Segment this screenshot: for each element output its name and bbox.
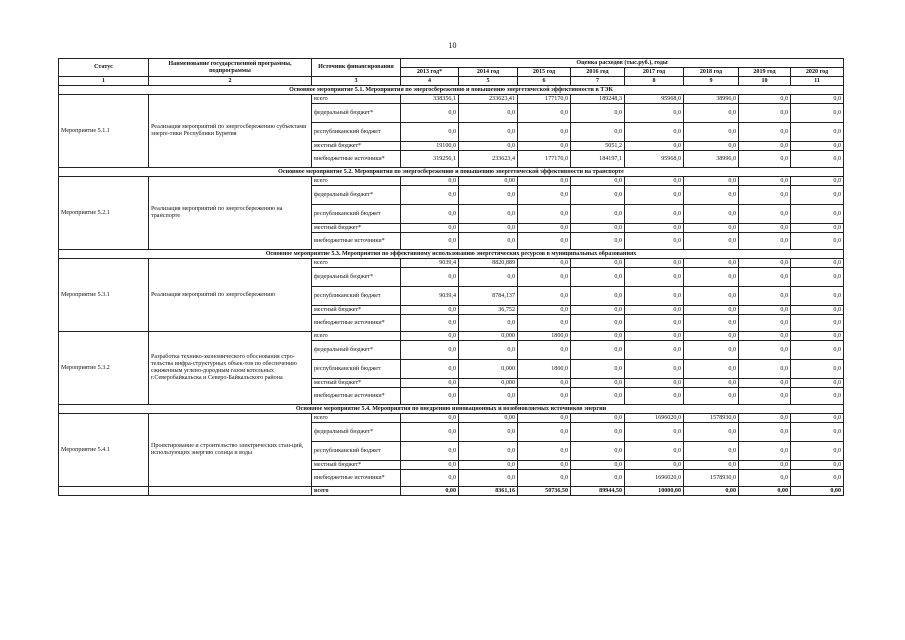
amount-cell: 0,0	[518, 379, 571, 388]
amount-cell: 0,0	[791, 151, 844, 168]
amount-cell: 0,0	[459, 315, 518, 332]
amount-cell: 95968,0	[625, 95, 684, 104]
amount-cell: 233623,4	[459, 151, 518, 168]
amount-cell: 0,0	[401, 177, 459, 186]
amount-cell: 0,0	[791, 205, 844, 224]
measure-name: Проектирование и строительство электрических стан-ций, использующих энергию солнца и воды	[149, 414, 312, 487]
amount-cell: 0,0	[625, 461, 684, 470]
amount-cell: 0,0	[518, 470, 571, 487]
measure-status: Мероприятие 5.2.1	[59, 177, 149, 250]
amount-cell: 0,0	[791, 306, 844, 315]
funding-source: всего	[312, 259, 401, 268]
amount-cell: 177170,0	[518, 151, 571, 168]
amount-cell: 0,0	[571, 268, 625, 287]
amount-cell: 9039,4	[401, 287, 459, 306]
amount-cell: 0,0	[571, 306, 625, 315]
funding-source: внебюджетные источники*	[312, 233, 401, 250]
section-title: Основное мероприятие 5.1. Мероприятия по энергосбережению и повышению энергетической эффективности в ТЭК	[59, 86, 844, 95]
amount-cell: 0,0	[571, 341, 625, 360]
column-number: 11	[791, 77, 844, 86]
column-number: 6	[518, 77, 571, 86]
amount-cell: 0,0	[518, 205, 571, 224]
amount-cell: 0,0	[684, 287, 739, 306]
amount-cell: 0,0	[739, 461, 791, 470]
funding-source: республиканский бюджет	[312, 205, 401, 224]
amount-cell: 0,0	[401, 442, 459, 461]
total-amount-cell: 50736,50	[518, 487, 571, 496]
amount-cell: 0,0	[459, 268, 518, 287]
amount-cell: 0,0	[625, 268, 684, 287]
amount-cell: 0,0	[684, 306, 739, 315]
amount-cell: 0,0	[518, 123, 571, 142]
amount-cell: 0,0	[401, 233, 459, 250]
funding-source: республиканский бюджет	[312, 442, 401, 461]
amount-cell: 0,0	[459, 233, 518, 250]
amount-cell: 0,0	[571, 332, 625, 341]
amount-cell: 0,0	[571, 224, 625, 233]
measure-name: Реализация мероприятий по энергосбережению на транспорте	[149, 177, 312, 250]
funding-source: федеральный бюджет*	[312, 341, 401, 360]
amount-cell: 0,0	[739, 388, 791, 405]
amount-cell: 0,0	[459, 341, 518, 360]
amount-cell: 0,0	[625, 177, 684, 186]
amount-cell: 0,0	[571, 315, 625, 332]
amount-cell: 233623,41	[459, 95, 518, 104]
amount-cell: 0,0	[518, 233, 571, 250]
amount-cell: 0,0	[459, 388, 518, 405]
amount-cell: 0,0	[791, 224, 844, 233]
funding-source: федеральный бюджет*	[312, 423, 401, 442]
amount-cell: 0,0	[684, 423, 739, 442]
header-year: 2018 год	[684, 68, 739, 77]
amount-cell: 1800,0	[518, 332, 571, 341]
amount-cell: 0,0	[739, 177, 791, 186]
amount-cell: 0,0	[684, 315, 739, 332]
amount-cell: 0,0	[518, 461, 571, 470]
amount-cell: 0,0	[739, 233, 791, 250]
funding-source: республиканский бюджет	[312, 123, 401, 142]
funding-source: внебюджетные источники*	[312, 151, 401, 168]
amount-cell: 19100,0	[401, 142, 459, 151]
amount-cell: 0,0	[791, 388, 844, 405]
amount-cell: 0,0	[625, 233, 684, 250]
measure-status: Мероприятие 5.4.1	[59, 414, 149, 487]
amount-cell: 0,0	[625, 442, 684, 461]
amount-cell: 0,0	[459, 470, 518, 487]
section-title-row	[59, 168, 844, 177]
amount-cell: 0,0	[791, 461, 844, 470]
column-numbers-row	[59, 77, 844, 86]
table-row	[59, 414, 844, 423]
column-number: 8	[625, 77, 684, 86]
amount-cell: 0,0	[739, 414, 791, 423]
amount-cell: 0,0	[401, 306, 459, 315]
amount-cell: 0,0	[791, 142, 844, 151]
amount-cell: 0,0	[401, 379, 459, 388]
amount-cell: 0,000	[459, 332, 518, 341]
funding-source: внебюджетные источники*	[312, 470, 401, 487]
amount-cell: 0,0	[518, 224, 571, 233]
measure-status: Мероприятие 5.1.1	[59, 95, 149, 168]
amount-cell: 36,752	[459, 306, 518, 315]
funding-source: всего	[312, 95, 401, 104]
funding-source: всего	[312, 414, 401, 423]
amount-cell: 0,0	[684, 442, 739, 461]
amount-cell: 338356,1	[401, 95, 459, 104]
amount-cell: 0,0	[401, 315, 459, 332]
amount-cell: 0,0	[684, 123, 739, 142]
amount-cell: 0,0	[684, 186, 739, 205]
amount-cell: 0,0	[625, 287, 684, 306]
section-title: Основное мероприятие 5.2. Мероприятия по энергосбережению и повышению энергетической эффективности на транспорте	[59, 168, 844, 177]
amount-cell: 0,0	[791, 315, 844, 332]
amount-cell: 319256,1	[401, 151, 459, 168]
funding-source: всего	[312, 177, 401, 186]
amount-cell: 0,0	[571, 461, 625, 470]
amount-cell: 184197,1	[571, 151, 625, 168]
amount-cell: 0,0	[571, 186, 625, 205]
amount-cell: 0,0	[791, 268, 844, 287]
amount-cell: 0,0	[459, 104, 518, 123]
amount-cell: 0,0	[791, 177, 844, 186]
table-row	[59, 95, 844, 104]
amount-cell: 0,0	[401, 186, 459, 205]
amount-cell: 0,0	[684, 259, 739, 268]
amount-cell: 0,0	[571, 388, 625, 405]
header-source: Источник финансирования	[312, 59, 401, 77]
amount-cell: 0,0	[739, 104, 791, 123]
amount-cell: 0,0	[518, 259, 571, 268]
total-source: всего	[312, 487, 401, 496]
amount-cell: 189248,3	[571, 95, 625, 104]
funding-source: местный бюджет*	[312, 224, 401, 233]
amount-cell: 0,0	[739, 142, 791, 151]
amount-cell: 0,0	[571, 379, 625, 388]
amount-cell: 0,0	[401, 123, 459, 142]
amount-cell: 1578930,0	[684, 414, 739, 423]
amount-cell: 0,0	[739, 360, 791, 379]
amount-cell: 0,0	[571, 414, 625, 423]
total-amount-cell: 10000,00	[625, 487, 684, 496]
amount-cell: 0,0	[518, 423, 571, 442]
amount-cell: 5051,2	[571, 142, 625, 151]
amount-cell: 0,0	[571, 287, 625, 306]
amount-cell: 0,0	[739, 423, 791, 442]
amount-cell: 0,0	[518, 388, 571, 405]
amount-cell: 1800,0	[518, 360, 571, 379]
amount-cell: 0,0	[571, 423, 625, 442]
header-status: Статус	[59, 59, 149, 77]
amount-cell: 38996,0	[684, 151, 739, 168]
amount-cell: 0,0	[791, 379, 844, 388]
amount-cell: 0,0	[625, 259, 684, 268]
amount-cell: 0,0	[791, 95, 844, 104]
amount-cell: 1696020,0	[625, 414, 684, 423]
funding-source: федеральный бюджет*	[312, 186, 401, 205]
amount-cell: 0,0	[625, 123, 684, 142]
page-number: 10	[448, 41, 457, 50]
amount-cell: 0,0	[739, 287, 791, 306]
amount-cell: 0,0	[684, 142, 739, 151]
funding-source: местный бюджет*	[312, 142, 401, 151]
amount-cell: 0,0	[571, 360, 625, 379]
amount-cell: 0,0	[518, 414, 571, 423]
amount-cell: 0,0	[684, 379, 739, 388]
amount-cell: 0,0	[739, 205, 791, 224]
amount-cell: 177170,0	[518, 95, 571, 104]
measure-name: Разработка технико-экономического обоснования стро-тельства инфра-структурных объек-тов по обеспечению сжиженным углево-дородным газом котельных г.Северобайкальска и Северо-Байкальского района	[149, 332, 312, 405]
amount-cell: 0,0	[625, 205, 684, 224]
funding-source: местный бюджет*	[312, 306, 401, 315]
amount-cell: 0,0	[401, 423, 459, 442]
measure-name: Реализация мероприятий по энергосбережению	[149, 259, 312, 332]
budget-table	[58, 58, 844, 496]
amount-cell: 0,0	[401, 224, 459, 233]
total-row	[59, 487, 844, 496]
total-amount-cell: 8361,16	[459, 487, 518, 496]
amount-cell: 0,0	[518, 177, 571, 186]
funding-source: внебюджетные источники*	[312, 388, 401, 405]
header-year: 2020 год	[791, 68, 844, 77]
total-amount-cell: 0,00	[791, 487, 844, 496]
section-title: Основное мероприятие 5.3. Мероприятия по эффективному использованию энергетических ресурсов в муниципальных образованиях	[59, 250, 844, 259]
measure-status: Мероприятие 5.3.1	[59, 259, 149, 332]
amount-cell: 0,0	[401, 205, 459, 224]
amount-cell: 0,0	[625, 379, 684, 388]
table-row	[59, 177, 844, 186]
amount-cell: 0,0	[739, 268, 791, 287]
amount-cell: 0,0	[739, 259, 791, 268]
measure-status: Мероприятие 5.3.2	[59, 332, 149, 405]
amount-cell: 0,0	[739, 315, 791, 332]
amount-cell: 0,0	[791, 259, 844, 268]
amount-cell: 0,0	[518, 306, 571, 315]
column-number: 1	[59, 77, 149, 86]
amount-cell: 0,0	[684, 332, 739, 341]
amount-cell: 0,0	[791, 442, 844, 461]
amount-cell: 0,0	[401, 360, 459, 379]
funding-source: федеральный бюджет*	[312, 268, 401, 287]
amount-cell: 0,0	[625, 423, 684, 442]
total-status-empty	[59, 487, 149, 496]
amount-cell: 0,0	[684, 360, 739, 379]
amount-cell: 0,0	[791, 186, 844, 205]
table-row	[59, 332, 844, 341]
amount-cell: 0,0	[791, 360, 844, 379]
amount-cell: 0,0	[625, 332, 684, 341]
amount-cell: 1696020,0	[625, 470, 684, 487]
header-year: 2017 год	[625, 68, 684, 77]
amount-cell: 0,0	[739, 341, 791, 360]
section-title-row	[59, 250, 844, 259]
amount-cell: 0,0	[459, 423, 518, 442]
funding-source: всего	[312, 332, 401, 341]
column-number: 4	[401, 77, 459, 86]
total-amount-cell: 0,00	[401, 487, 459, 496]
amount-cell: 0,0	[625, 186, 684, 205]
amount-cell: 0,0	[518, 442, 571, 461]
amount-cell: 0,0	[518, 268, 571, 287]
amount-cell: 0,0	[791, 414, 844, 423]
amount-cell: 0,0	[625, 315, 684, 332]
header-year: 2013 год*	[401, 68, 459, 77]
amount-cell: 0,0	[571, 442, 625, 461]
amount-cell: 0,0	[401, 268, 459, 287]
amount-cell: 0,0	[684, 205, 739, 224]
amount-cell: 0,0	[518, 186, 571, 205]
amount-cell: 0,000	[459, 360, 518, 379]
amount-cell: 0,0	[571, 259, 625, 268]
amount-cell: 0,0	[518, 287, 571, 306]
column-number: 7	[571, 77, 625, 86]
funding-source: республиканский бюджет	[312, 287, 401, 306]
amount-cell: 0,00	[459, 414, 518, 423]
funding-source: местный бюджет*	[312, 379, 401, 388]
amount-cell: 0,0	[571, 177, 625, 186]
amount-cell: 0,0	[625, 360, 684, 379]
amount-cell: 0,0	[739, 332, 791, 341]
amount-cell: 0,0	[401, 414, 459, 423]
amount-cell: 0,0	[518, 341, 571, 360]
amount-cell: 95968,0	[625, 151, 684, 168]
header-estimate: Оценка расходов (тыс.руб.), годы	[401, 59, 844, 68]
amount-cell: 0,0	[791, 104, 844, 123]
header-year: 2015 год	[518, 68, 571, 77]
header-year: 2016 год	[571, 68, 625, 77]
amount-cell: 0,0	[459, 123, 518, 142]
amount-cell: 0,0	[684, 177, 739, 186]
amount-cell: 8820,889	[459, 259, 518, 268]
amount-cell: 0,0	[571, 123, 625, 142]
column-number: 2	[149, 77, 312, 86]
column-number: 10	[739, 77, 791, 86]
amount-cell: 0,0	[571, 233, 625, 250]
funding-source: внебюджетные источники*	[312, 315, 401, 332]
amount-cell: 0,0	[401, 332, 459, 341]
amount-cell: 0,0	[684, 224, 739, 233]
amount-cell: 0,0	[739, 151, 791, 168]
section-title-row	[59, 405, 844, 414]
amount-cell: 0,0	[518, 142, 571, 151]
funding-source: республиканский бюджет	[312, 360, 401, 379]
amount-cell: 0,0	[791, 287, 844, 306]
amount-cell: 0,0	[401, 388, 459, 405]
amount-cell: 0,0	[739, 186, 791, 205]
amount-cell: 0,0	[571, 205, 625, 224]
amount-cell: 0,0	[459, 461, 518, 470]
amount-cell: 0,0	[684, 341, 739, 360]
amount-cell: 0,0	[684, 388, 739, 405]
amount-cell: 0,0	[459, 442, 518, 461]
funding-source: местный бюджет*	[312, 461, 401, 470]
amount-cell: 38996,0	[684, 95, 739, 104]
amount-cell: 0,0	[401, 341, 459, 360]
amount-cell: 0,00	[459, 177, 518, 186]
header-year: 2019 год	[739, 68, 791, 77]
amount-cell: 0,0	[459, 205, 518, 224]
amount-cell: 0,0	[791, 341, 844, 360]
amount-cell: 0,0	[625, 388, 684, 405]
section-title: Основное мероприятие 5.4. Мероприятия по внедрению инновационных и возобновляемых источников энергии	[59, 405, 844, 414]
amount-cell: 0,0	[791, 123, 844, 142]
amount-cell: 0,0	[571, 104, 625, 123]
amount-cell: 0,0	[625, 104, 684, 123]
header-name: Наименование государственной программы, подпрограммы	[149, 59, 312, 77]
column-number: 5	[459, 77, 518, 86]
header-year: 2014 год	[459, 68, 518, 77]
amount-cell: 0,0	[625, 142, 684, 151]
amount-cell: 0,0	[684, 461, 739, 470]
amount-cell: 0,0	[625, 341, 684, 360]
amount-cell: 0,0	[401, 104, 459, 123]
amount-cell: 0,0	[571, 470, 625, 487]
amount-cell: 0,0	[739, 123, 791, 142]
amount-cell: 0,0	[684, 104, 739, 123]
amount-cell: 0,0	[459, 186, 518, 205]
section-title-row	[59, 86, 844, 95]
amount-cell: 0,0	[791, 470, 844, 487]
total-amount-cell: 0,00	[684, 487, 739, 496]
amount-cell: 0,0	[739, 470, 791, 487]
amount-cell: 0,0	[739, 379, 791, 388]
header-row	[59, 59, 844, 68]
amount-cell: 1578930,0	[684, 470, 739, 487]
amount-cell: 9039,4	[401, 259, 459, 268]
amount-cell: 8784,137	[459, 287, 518, 306]
amount-cell: 0,0	[739, 95, 791, 104]
amount-cell: 0,000	[459, 379, 518, 388]
amount-cell: 0,0	[739, 224, 791, 233]
total-name-empty	[149, 487, 312, 496]
amount-cell: 0,0	[684, 233, 739, 250]
amount-cell: 0,0	[518, 104, 571, 123]
amount-cell: 0,0	[625, 224, 684, 233]
amount-cell: 0,0	[459, 142, 518, 151]
amount-cell: 0,0	[739, 306, 791, 315]
amount-cell: 0,0	[791, 233, 844, 250]
total-amount-cell: 89944,50	[571, 487, 625, 496]
amount-cell: 0,0	[791, 423, 844, 442]
amount-cell: 0,0	[518, 315, 571, 332]
amount-cell: 0,0	[401, 461, 459, 470]
amount-cell: 0,0	[625, 306, 684, 315]
amount-cell: 0,0	[739, 442, 791, 461]
amount-cell: 0,0	[459, 224, 518, 233]
measure-name: Реализация мероприятий по энергосбережению субъектами энерге-тики Республики Бурятия	[149, 95, 312, 168]
amount-cell: 0,0	[401, 470, 459, 487]
total-amount-cell: 0,00	[739, 487, 791, 496]
amount-cell: 0,0	[791, 332, 844, 341]
funding-source: федеральный бюджет*	[312, 104, 401, 123]
column-number: 9	[684, 77, 739, 86]
table-row	[59, 259, 844, 268]
amount-cell: 0,0	[684, 268, 739, 287]
column-number: 3	[312, 77, 401, 86]
